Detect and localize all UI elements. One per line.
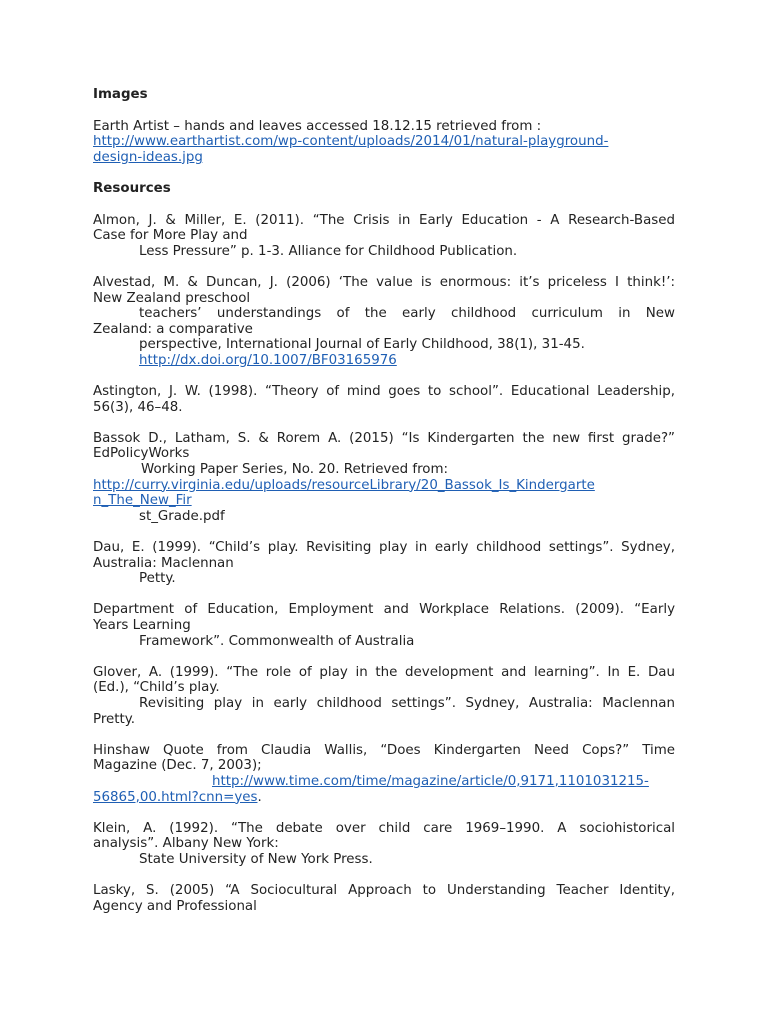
reference-line: State University of New York Press.	[139, 851, 373, 867]
time-magazine-link-continued[interactable]: 56865,00.html?cnn=yes	[93, 789, 258, 805]
reference-line: Almon, J. & Miller, E. (2011). “The Crisis in Early Education - A Research-Based	[93, 212, 675, 228]
reference-line: Pretty.	[93, 711, 136, 727]
reference-line: Years Learning	[93, 618, 191, 633]
reference-entry-alvestad	[93, 275, 675, 369]
reference-line: (Ed.), “Child’s play.	[93, 680, 220, 696]
reference-line: st_Grade.pdf	[139, 508, 225, 524]
reference-entry-hinshaw	[93, 743, 675, 805]
reference-line: New Zealand preschool	[93, 290, 251, 306]
reference-line: Agency and Professional	[93, 898, 257, 914]
reference-entry-dau	[93, 540, 675, 587]
reference-line: Australia: Maclennan	[93, 555, 234, 571]
images-heading: Images	[93, 87, 148, 102]
reference-line: Astington, J. W. (1998). “Theory of mind goes to school”. Educational Leadership,	[93, 384, 675, 400]
time-magazine-link[interactable]: http://www.time.com/time/magazine/article/0,9171,1101031215-	[212, 773, 649, 789]
reference-line: Alvestad, M. & Duncan, J. (2006) ‘The value is enormous: it’s priceless I think!’:	[93, 274, 675, 290]
reference-entry-astington	[93, 384, 675, 415]
resources-heading: Resources	[93, 180, 171, 196]
reference-line: Magazine (Dec. 7, 2003);	[93, 758, 262, 774]
reference-line: perspective, International Journal of Early Childhood, 38(1), 31-45.	[139, 337, 585, 353]
doi-link[interactable]: http://dx.doi.org/10.1007/BF03165976	[139, 352, 397, 368]
image-source-link-continued[interactable]: design-ideas.jpg	[93, 149, 203, 165]
reference-line: Less Pressure” p. 1-3. Alliance for Childhood Publication.	[139, 243, 518, 259]
reference-line: Working Paper Series, No. 20. Retrieved from:	[141, 462, 449, 478]
image-source-link[interactable]: http://www.earthartist.com/wp-content/uploads/2014/01/natural-playground-	[93, 134, 609, 150]
reference-line: Hinshaw Quote from Claudia Wallis, “Does Kindergarten Need Cops?” Time	[93, 742, 675, 758]
curry-virginia-link-continued[interactable]: n_The_New_Fir	[93, 493, 192, 509]
reference-line: Lasky, S. (2005) “A Sociocultural Approach to Understanding Teacher Identity,	[93, 883, 675, 899]
reference-line: analysis”. Albany New York:	[93, 836, 279, 852]
reference-entry-klein	[93, 821, 675, 868]
reference-line: Zealand: a comparative	[93, 321, 253, 337]
image-credit-entry	[93, 119, 675, 166]
curry-virginia-link[interactable]: http://curry.virginia.edu/uploads/resourceLibrary/20_Bassok_Is_Kindergarte	[93, 477, 595, 493]
reference-line: Revisiting play in early childhood settings”. Sydney, Australia: Maclennan	[139, 695, 675, 711]
reference-line: Petty.	[139, 571, 176, 587]
document-page	[93, 87, 675, 914]
reference-line: EdPolicyWorks	[93, 446, 190, 462]
reference-line: teachers’ understandings of the early childhood curriculum in New	[139, 306, 675, 322]
reference-line: Dau, E. (1999). “Child’s play. Revisiting play in early childhood settings”. Sydney,	[93, 540, 675, 556]
reference-entry-glover	[93, 665, 675, 727]
reference-line: Bassok D., Latham, S. & Rorem A. (2015) “Is Kindergarten the new first grade?”	[93, 430, 675, 446]
reference-entry-deewr	[93, 602, 675, 649]
reference-entry-bassok	[93, 431, 675, 525]
reference-entry-almon	[93, 213, 675, 260]
reference-line: Glover, A. (1999). “The role of play in the development and learning”. In E. Dau	[93, 664, 675, 680]
image-credit-text: Earth Artist – hands and leaves accessed 18.12.15 retrieved from :	[93, 118, 542, 134]
reference-line: 56(3), 46–48.	[93, 399, 183, 415]
reference-line: Framework”. Commonwealth of Australia	[139, 633, 415, 649]
reference-line: Department of Education, Employment and Workplace Relations. (2009). “Early	[93, 602, 675, 618]
link-trailing-period: .	[257, 789, 262, 805]
reference-entry-lasky	[93, 883, 675, 914]
reference-line: Klein, A. (1992). “The debate over child care 1969–1990. A sociohistorical	[93, 820, 675, 836]
reference-line: Case for More Play and	[93, 228, 248, 244]
